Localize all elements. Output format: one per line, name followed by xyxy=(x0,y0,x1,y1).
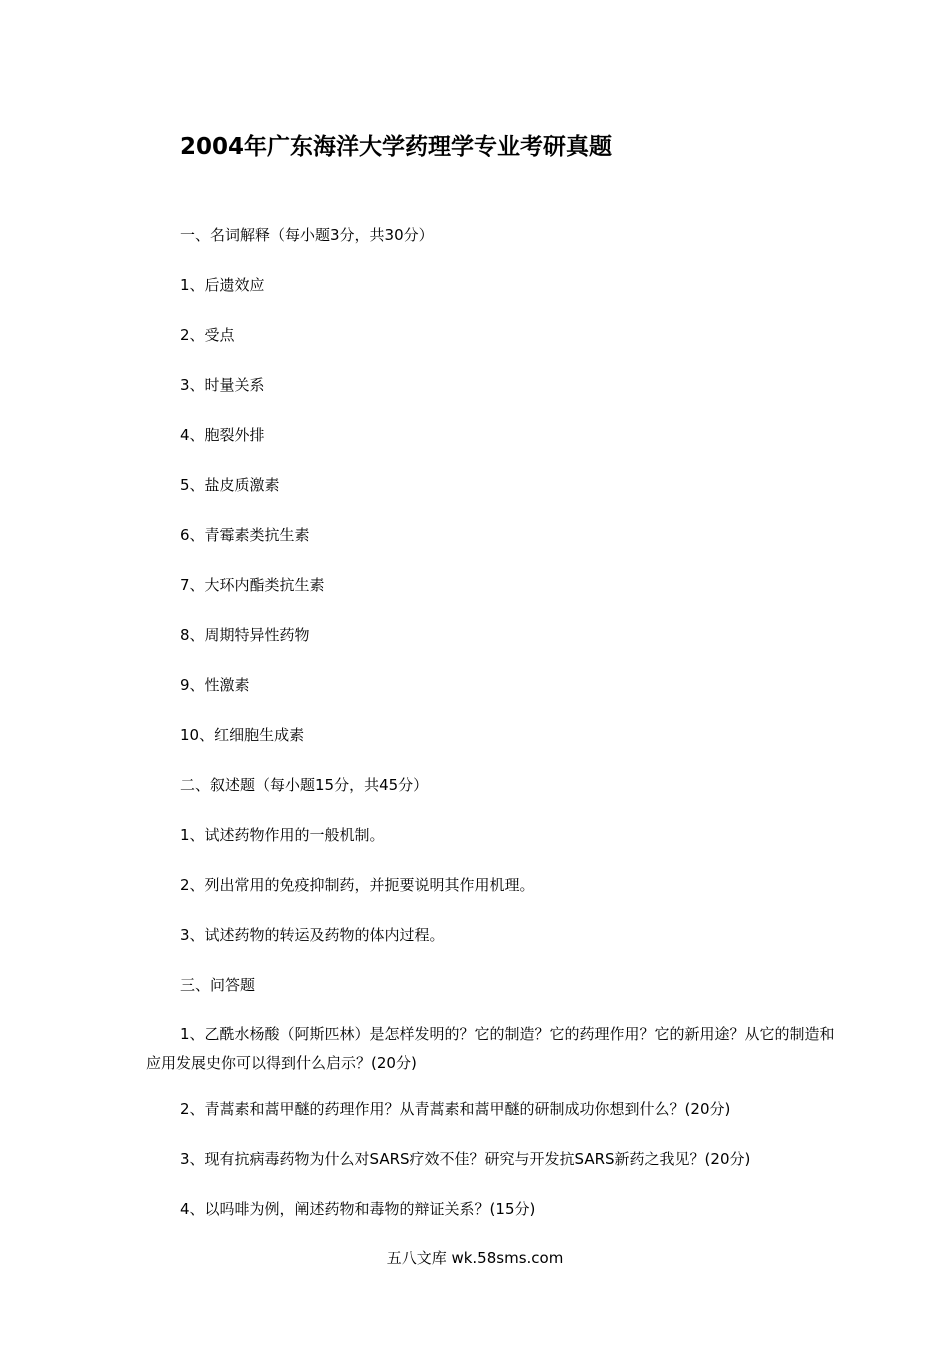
list-item: 2、列出常用的免疫抑制药，并扼要说明其作用机理。 xyxy=(180,876,535,894)
question-paragraph: 1、乙酰水杨酸（阿斯匹林）是怎样发明的？它的制造？它的药理作用？它的新用途？从它的制造和应用发展史你可以得到什么启示？(20分) xyxy=(146,1025,835,1072)
list-item: 1、试述药物作用的一般机制。 xyxy=(180,826,385,844)
list-item: 9、性激素 xyxy=(180,676,250,694)
list-item: 2、青蒿素和蒿甲醚的药理作用？从青蒿素和蒿甲醚的研制成功你想到什么？(20分) xyxy=(180,1100,731,1118)
list-item: 7、大环内酯类抗生素 xyxy=(180,576,325,594)
list-item: 4、以吗啡为例，阐述药物和毒物的辩证关系？(15分) xyxy=(180,1200,536,1218)
section-3-heading: 三、问答题 xyxy=(180,976,256,994)
list-item: 5、盐皮质激素 xyxy=(180,476,280,494)
list-item: 6、青霉素类抗生素 xyxy=(180,526,310,544)
list-item: 1、后遗效应 xyxy=(180,276,265,294)
list-item: 4、胞裂外排 xyxy=(180,426,265,444)
section-1-heading: 一、名词解释（每小题3分，共30分） xyxy=(180,226,434,244)
list-item: 8、周期特异性药物 xyxy=(180,626,310,644)
list-item: 3、现有抗病毒药物为什么对SARS疗效不佳？研究与开发抗SARS新药之我见？(20分) xyxy=(180,1150,751,1168)
list-item: 3、时量关系 xyxy=(180,376,265,394)
list-item: 2、受点 xyxy=(180,326,235,344)
section-2-heading: 二、叙述题（每小题15分，共45分） xyxy=(180,776,429,794)
footer-watermark: 五八文库 wk.58sms.com xyxy=(386,1249,564,1267)
list-item: 10、红细胞生成素 xyxy=(180,726,305,744)
document-title: 2004年广东海洋大学药理学专业考研真题 xyxy=(180,134,613,160)
list-item: 3、试述药物的转运及药物的体内过程。 xyxy=(180,926,445,944)
